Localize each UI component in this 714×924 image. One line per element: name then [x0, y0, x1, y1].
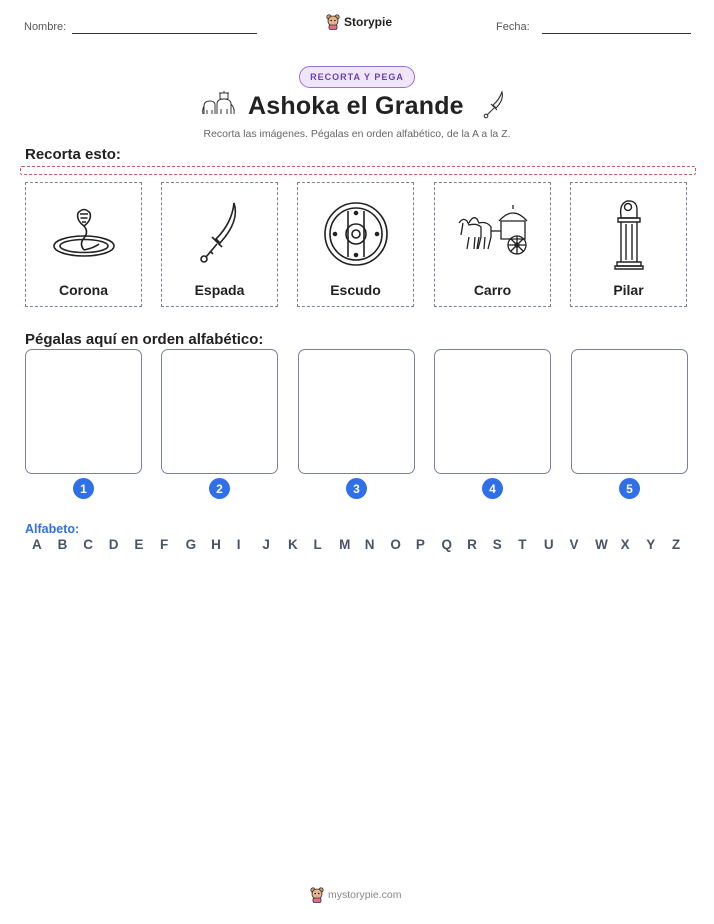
slot-number-badge: 2 [209, 478, 230, 499]
alphabet-letter: Z [671, 537, 681, 552]
shield-icon [298, 191, 413, 277]
alphabet-letter: O [390, 537, 401, 552]
alphabet-letter: F [159, 537, 169, 552]
alphabet-letter: U [543, 537, 554, 552]
alphabet-title: Alfabeto: [25, 522, 80, 536]
logo [326, 14, 392, 30]
alphabet-letter: X [620, 537, 630, 552]
subtitle: Recorta las imágenes. Pégalas en orden alfabético, de la A a la Z. [203, 128, 511, 140]
paste-slot-2[interactable] [161, 349, 278, 474]
date-line[interactable] [542, 33, 691, 34]
name-line[interactable] [72, 33, 257, 34]
paste-slot-3[interactable] [298, 349, 415, 474]
card-label: Carro [473, 282, 512, 298]
alphabet-letter: W [595, 537, 608, 552]
cut-section-title: Recorta esto: [25, 146, 121, 163]
page-title: Ashoka el Grande [248, 92, 464, 120]
alphabet-letter: K [287, 537, 298, 552]
alphabet-letter: G [185, 537, 197, 552]
alphabet-letter: J [262, 537, 270, 552]
lion-pillar-icon [571, 191, 686, 277]
alphabet-letter: R [467, 537, 477, 552]
alphabet-letter: Q [441, 537, 453, 552]
bear-mascot-icon [326, 14, 340, 30]
paste-slot-4[interactable] [434, 349, 551, 474]
alphabet-letter: L [313, 537, 322, 552]
bear-mascot-icon [310, 887, 324, 903]
cut-line [20, 166, 696, 175]
chariot-icon [435, 191, 550, 277]
card-label: Corona [59, 282, 108, 298]
card-label: Espada [194, 282, 245, 298]
paste-slot-1[interactable] [25, 349, 142, 474]
alphabet-letter: S [492, 537, 502, 552]
alphabet-letter: T [518, 537, 527, 552]
cut-card-escudo[interactable] [297, 182, 414, 307]
alphabet-letter: M [339, 537, 351, 552]
paste-section-title: Pégalas aquí en orden alfabético: [25, 331, 264, 348]
card-label: Escudo [330, 282, 381, 298]
slot-number-badge: 5 [619, 478, 640, 499]
alphabet-letter: I [236, 537, 241, 552]
cut-card-corona[interactable] [25, 182, 142, 307]
slot-number-badge: 1 [73, 478, 94, 499]
slot-number-badge: 4 [482, 478, 503, 499]
cut-card-pilar[interactable] [570, 182, 687, 307]
cobra-crown-icon [26, 191, 141, 277]
paste-slot-5[interactable] [571, 349, 688, 474]
alphabet-letter: E [134, 537, 144, 552]
alphabet-row [32, 537, 697, 552]
cut-card-espada[interactable] [161, 182, 278, 307]
footer-link[interactable]: mystorypie.com [328, 889, 402, 901]
alphabet-letter: Y [646, 537, 656, 552]
alphabet-letter: P [415, 537, 425, 552]
alphabet-letter: N [364, 537, 375, 552]
name-label: Nombre: [24, 21, 67, 33]
activity-badge: RECORTA Y PEGA [299, 66, 415, 88]
alphabet-letter: C [83, 537, 93, 552]
alphabet-letter: V [569, 537, 579, 552]
alphabet-letter: B [57, 537, 68, 552]
elephants-icon [201, 90, 237, 123]
sword-icon [162, 191, 277, 277]
alphabet-letter: D [108, 537, 119, 552]
alphabet-letter: A [32, 537, 42, 552]
date-label: Fecha: [496, 21, 530, 33]
logo-text: Storypie [344, 15, 393, 29]
alphabet-letter: H [211, 537, 221, 552]
slot-number-badge: 3 [346, 478, 367, 499]
card-label: Pilar [613, 282, 644, 298]
footer [310, 887, 402, 903]
cut-card-carro[interactable] [434, 182, 551, 307]
sword-icon [482, 90, 506, 125]
